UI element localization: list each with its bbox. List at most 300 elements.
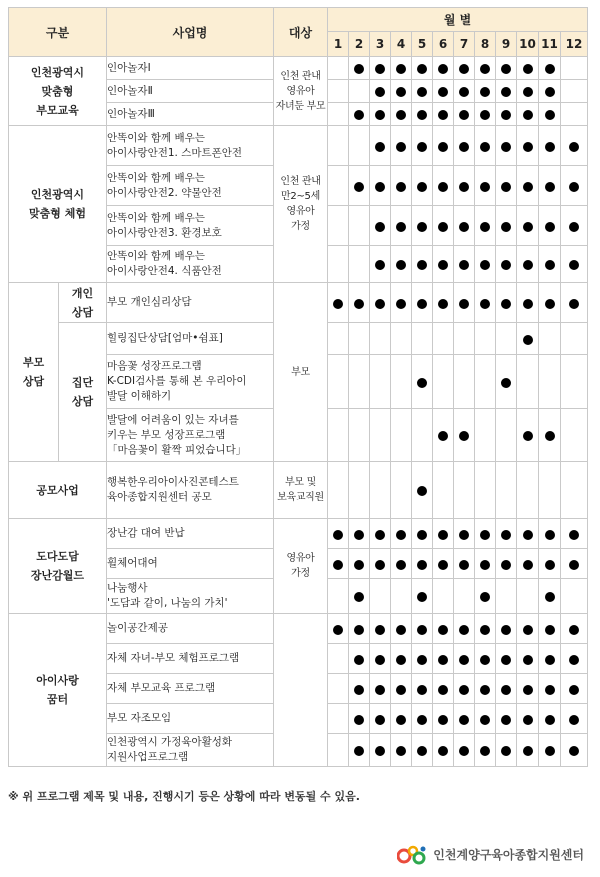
schedule-dot xyxy=(480,685,490,695)
schedule-dot xyxy=(523,625,533,635)
schedule-dot xyxy=(569,260,579,270)
month-cell-10 xyxy=(517,206,539,246)
schedule-dot xyxy=(375,299,385,309)
month-cell-9 xyxy=(496,166,517,206)
month-cell-11 xyxy=(539,206,561,246)
month-cell-7 xyxy=(454,579,475,614)
schedule-dot xyxy=(396,685,406,695)
month-cell-3 xyxy=(370,283,391,323)
month-cell-4 xyxy=(391,674,412,704)
schedule-dot xyxy=(459,560,469,570)
month-cell-11 xyxy=(539,614,561,644)
schedule-dot xyxy=(417,87,427,97)
schedule-dot xyxy=(545,655,555,665)
table-row xyxy=(9,283,588,323)
month-cell-3 xyxy=(370,355,391,409)
month-cell-7 xyxy=(454,355,475,409)
schedule-dot xyxy=(480,110,490,120)
month-cell-8 xyxy=(475,409,496,462)
month-cell-5 xyxy=(412,614,433,644)
schedule-dot xyxy=(438,260,448,270)
month-cell-9 xyxy=(496,323,517,355)
month-cell-5 xyxy=(412,103,433,126)
program-cell: 부모 개인심리상담 xyxy=(107,283,274,323)
month-cell-3 xyxy=(370,103,391,126)
schedule-dot xyxy=(438,715,448,725)
schedule-dot xyxy=(396,530,406,540)
month-cell-2 xyxy=(349,644,370,674)
schedule-dot xyxy=(459,87,469,97)
schedule-dot xyxy=(375,715,385,725)
schedule-dot xyxy=(375,625,385,635)
month-cell-12 xyxy=(561,462,588,519)
schedule-dot xyxy=(501,378,511,388)
category-cell: 인천광역시 맞춤형 체험 xyxy=(9,126,107,283)
month-cell-5 xyxy=(412,323,433,355)
month-cell-2 xyxy=(349,409,370,462)
schedule-dot xyxy=(459,182,469,192)
schedule-dot xyxy=(480,625,490,635)
month-cell-6 xyxy=(433,283,454,323)
schedule-dot xyxy=(459,530,469,540)
schedule-dot xyxy=(417,222,427,232)
month-cell-10 xyxy=(517,579,539,614)
month-cell-10 xyxy=(517,103,539,126)
month-cell-11 xyxy=(539,246,561,283)
month-cell-7 xyxy=(454,166,475,206)
schedule-dot xyxy=(375,87,385,97)
schedule-dot xyxy=(354,560,364,570)
month-cell-1 xyxy=(328,323,349,355)
month-cell-4 xyxy=(391,246,412,283)
schedule-dot xyxy=(501,110,511,120)
month-cell-9 xyxy=(496,103,517,126)
month-cell-12 xyxy=(561,57,588,80)
month-cell-8 xyxy=(475,80,496,103)
month-cell-1 xyxy=(328,355,349,409)
schedule-dot xyxy=(545,64,555,74)
schedule-dot xyxy=(523,655,533,665)
center-logo-icon xyxy=(397,843,427,865)
schedule-dot xyxy=(396,560,406,570)
month-cell-2 xyxy=(349,355,370,409)
schedule-dot xyxy=(480,299,490,309)
month-cell-8 xyxy=(475,519,496,549)
month-cell-12 xyxy=(561,549,588,579)
month-cell-1 xyxy=(328,704,349,734)
month-cell-7 xyxy=(454,80,475,103)
schedule-dot xyxy=(417,260,427,270)
month-cell-1 xyxy=(328,126,349,166)
month-cell-7 xyxy=(454,126,475,166)
schedule-dot xyxy=(375,530,385,540)
month-cell-10 xyxy=(517,704,539,734)
schedule-dot xyxy=(545,431,555,441)
schedule-dot xyxy=(417,530,427,540)
month-cell-4 xyxy=(391,614,412,644)
month-cell-4 xyxy=(391,323,412,355)
target-cell: 인천 관내 영유아 자녀둔 부모 xyxy=(274,57,328,126)
schedule-dot xyxy=(523,142,533,152)
schedule-dot xyxy=(396,746,406,756)
schedule-dot xyxy=(480,142,490,152)
schedule-dot xyxy=(354,715,364,725)
table-row xyxy=(9,57,588,80)
schedule-dot xyxy=(375,560,385,570)
month-cell-8 xyxy=(475,206,496,246)
month-cell-11 xyxy=(539,734,561,767)
month-cell-1 xyxy=(328,614,349,644)
schedule-dot xyxy=(438,110,448,120)
schedule-dot xyxy=(459,222,469,232)
month-cell-2 xyxy=(349,674,370,704)
month-cell-11 xyxy=(539,704,561,734)
month-cell-4 xyxy=(391,579,412,614)
month-cell-8 xyxy=(475,323,496,355)
schedule-dot xyxy=(545,625,555,635)
schedule-dot xyxy=(459,431,469,441)
month-cell-1 xyxy=(328,462,349,519)
month-header-3: 3 xyxy=(370,32,391,57)
schedule-dot xyxy=(459,260,469,270)
month-cell-1 xyxy=(328,579,349,614)
schedule-dot xyxy=(438,746,448,756)
schedule-dot xyxy=(501,142,511,152)
month-cell-2 xyxy=(349,80,370,103)
schedule-dot xyxy=(417,685,427,695)
month-cell-2 xyxy=(349,126,370,166)
month-cell-6 xyxy=(433,103,454,126)
month-cell-4 xyxy=(391,166,412,206)
month-cell-7 xyxy=(454,549,475,579)
month-cell-4 xyxy=(391,549,412,579)
schedule-dot xyxy=(375,655,385,665)
month-cell-7 xyxy=(454,283,475,323)
schedule-dot xyxy=(569,746,579,756)
month-cell-2 xyxy=(349,57,370,80)
month-header-9: 9 xyxy=(496,32,517,57)
schedule-dot xyxy=(396,715,406,725)
month-cell-4 xyxy=(391,462,412,519)
month-cell-3 xyxy=(370,519,391,549)
schedule-dot xyxy=(480,530,490,540)
month-cell-9 xyxy=(496,519,517,549)
program-cell: 안똑이와 함께 배우는 아이사랑안전1. 스마트폰안전 xyxy=(107,126,274,166)
month-cell-11 xyxy=(539,103,561,126)
month-cell-9 xyxy=(496,283,517,323)
month-cell-8 xyxy=(475,462,496,519)
month-cell-8 xyxy=(475,614,496,644)
schedule-dot xyxy=(501,182,511,192)
month-cell-12 xyxy=(561,166,588,206)
month-cell-11 xyxy=(539,549,561,579)
table-row xyxy=(9,614,588,644)
month-cell-11 xyxy=(539,57,561,80)
schedule-dot xyxy=(545,182,555,192)
schedule-dot xyxy=(501,625,511,635)
month-cell-5 xyxy=(412,579,433,614)
month-cell-9 xyxy=(496,614,517,644)
month-cell-6 xyxy=(433,704,454,734)
schedule-dot xyxy=(396,299,406,309)
schedule-dot xyxy=(523,110,533,120)
schedule-dot xyxy=(523,260,533,270)
month-cell-9 xyxy=(496,704,517,734)
program-cell: 놀이공간제공 xyxy=(107,614,274,644)
month-cell-9 xyxy=(496,674,517,704)
month-cell-10 xyxy=(517,519,539,549)
schedule-dot xyxy=(569,182,579,192)
month-cell-11 xyxy=(539,323,561,355)
month-header-1: 1 xyxy=(328,32,349,57)
schedule-dot xyxy=(501,685,511,695)
month-cell-12 xyxy=(561,103,588,126)
schedule-dot xyxy=(417,560,427,570)
table-row xyxy=(9,462,588,519)
schedule-dot xyxy=(417,715,427,725)
month-cell-12 xyxy=(561,519,588,549)
month-cell-5 xyxy=(412,283,433,323)
month-cell-1 xyxy=(328,549,349,579)
month-cell-9 xyxy=(496,355,517,409)
schedule-dot xyxy=(354,746,364,756)
month-cell-6 xyxy=(433,579,454,614)
month-cell-11 xyxy=(539,166,561,206)
program-cell: 안똑이와 함께 배우는 아이사랑안전3. 환경보호 xyxy=(107,206,274,246)
month-cell-7 xyxy=(454,734,475,767)
month-cell-6 xyxy=(433,644,454,674)
schedule-dot xyxy=(523,715,533,725)
schedule-dot xyxy=(417,142,427,152)
month-cell-7 xyxy=(454,674,475,704)
schedule-dot xyxy=(569,715,579,725)
month-cell-9 xyxy=(496,126,517,166)
month-cell-10 xyxy=(517,614,539,644)
schedule-dot xyxy=(501,87,511,97)
schedule-dot xyxy=(333,530,343,540)
schedule-dot xyxy=(480,592,490,602)
month-cell-3 xyxy=(370,704,391,734)
schedule-dot xyxy=(501,560,511,570)
schedule-dot xyxy=(480,715,490,725)
month-cell-1 xyxy=(328,206,349,246)
schedule-dot xyxy=(375,182,385,192)
month-cell-8 xyxy=(475,704,496,734)
month-cell-2 xyxy=(349,323,370,355)
month-cell-9 xyxy=(496,57,517,80)
month-cell-10 xyxy=(517,323,539,355)
month-cell-3 xyxy=(370,57,391,80)
month-cell-10 xyxy=(517,246,539,283)
month-cell-4 xyxy=(391,80,412,103)
month-cell-6 xyxy=(433,734,454,767)
month-cell-9 xyxy=(496,246,517,283)
schedule-dot xyxy=(438,685,448,695)
program-cell: 자체 자녀-부모 체험프로그램 xyxy=(107,644,274,674)
schedule-dot xyxy=(354,685,364,695)
month-cell-4 xyxy=(391,126,412,166)
month-cell-1 xyxy=(328,734,349,767)
schedule-dot xyxy=(569,685,579,695)
month-cell-6 xyxy=(433,57,454,80)
month-cell-7 xyxy=(454,519,475,549)
month-cell-1 xyxy=(328,409,349,462)
schedule-dot xyxy=(438,299,448,309)
target-cell: 부모 xyxy=(274,283,328,462)
schedule-dot xyxy=(480,222,490,232)
schedule-dot xyxy=(569,222,579,232)
month-cell-8 xyxy=(475,355,496,409)
month-cell-7 xyxy=(454,206,475,246)
month-cell-4 xyxy=(391,103,412,126)
schedule-dot xyxy=(501,746,511,756)
program-cell: 안똑이와 함께 배우는 아이사랑안전2. 약물안전 xyxy=(107,166,274,206)
table-row xyxy=(9,126,588,166)
month-cell-3 xyxy=(370,166,391,206)
month-cell-4 xyxy=(391,57,412,80)
month-cell-6 xyxy=(433,246,454,283)
month-cell-5 xyxy=(412,246,433,283)
schedule-dot xyxy=(375,746,385,756)
month-cell-2 xyxy=(349,614,370,644)
month-cell-11 xyxy=(539,126,561,166)
month-cell-12 xyxy=(561,206,588,246)
subcategory-cell: 집단 상담 xyxy=(59,323,107,462)
month-cell-10 xyxy=(517,462,539,519)
month-cell-10 xyxy=(517,674,539,704)
schedule-dot xyxy=(501,530,511,540)
schedule-dot xyxy=(523,746,533,756)
schedule-dot xyxy=(459,142,469,152)
schedule-dot xyxy=(354,530,364,540)
program-cell: 마음꽃 성장프로그램 K-CDI검사를 통해 본 우리아이 발달 이해하기 xyxy=(107,355,274,409)
schedule-dot xyxy=(523,182,533,192)
month-cell-9 xyxy=(496,734,517,767)
month-header-12: 12 xyxy=(561,32,588,57)
month-cell-3 xyxy=(370,549,391,579)
month-cell-5 xyxy=(412,57,433,80)
schedule-dot xyxy=(480,64,490,74)
month-cell-10 xyxy=(517,409,539,462)
month-cell-5 xyxy=(412,206,433,246)
schedule-dot xyxy=(459,64,469,74)
month-cell-10 xyxy=(517,126,539,166)
schedule-dot xyxy=(569,625,579,635)
schedule-dot xyxy=(523,431,533,441)
program-cell: 인천광역시 가정육아활성화 지원사업프로그램 xyxy=(107,734,274,767)
month-cell-10 xyxy=(517,355,539,409)
month-cell-1 xyxy=(328,57,349,80)
month-cell-8 xyxy=(475,57,496,80)
schedule-dot xyxy=(569,560,579,570)
month-cell-7 xyxy=(454,704,475,734)
schedule-dot xyxy=(396,625,406,635)
program-cell: 자체 부모교육 프로그램 xyxy=(107,674,274,704)
month-cell-3 xyxy=(370,80,391,103)
month-cell-6 xyxy=(433,323,454,355)
program-cell: 부모 자조모임 xyxy=(107,704,274,734)
month-cell-10 xyxy=(517,57,539,80)
program-cell: 나눔행사 '도담과 같이, 나눔의 가치' xyxy=(107,579,274,614)
month-cell-5 xyxy=(412,549,433,579)
program-cell: 휠체어대여 xyxy=(107,549,274,579)
month-cell-1 xyxy=(328,644,349,674)
schedule-dot xyxy=(417,110,427,120)
schedule-dot xyxy=(459,299,469,309)
schedule-dot xyxy=(501,64,511,74)
schedule-dot xyxy=(438,222,448,232)
schedule-dot xyxy=(333,299,343,309)
month-cell-5 xyxy=(412,80,433,103)
month-cell-1 xyxy=(328,166,349,206)
month-header-6: 6 xyxy=(433,32,454,57)
target-cell xyxy=(274,614,328,767)
month-cell-3 xyxy=(370,644,391,674)
month-cell-2 xyxy=(349,519,370,549)
month-cell-3 xyxy=(370,323,391,355)
month-cell-4 xyxy=(391,283,412,323)
month-cell-1 xyxy=(328,519,349,549)
month-cell-3 xyxy=(370,614,391,644)
schedule-dot xyxy=(480,87,490,97)
month-cell-10 xyxy=(517,734,539,767)
month-cell-8 xyxy=(475,549,496,579)
schedule-dot xyxy=(545,222,555,232)
schedule-dot xyxy=(459,685,469,695)
schedule-dot xyxy=(417,625,427,635)
schedule-dot xyxy=(480,655,490,665)
schedule-dot xyxy=(396,142,406,152)
month-cell-11 xyxy=(539,462,561,519)
schedule-dot xyxy=(523,685,533,695)
month-cell-7 xyxy=(454,409,475,462)
subcategory-cell: 개인 상담 xyxy=(59,283,107,323)
schedule-dot xyxy=(523,87,533,97)
month-cell-2 xyxy=(349,704,370,734)
month-cell-11 xyxy=(539,579,561,614)
schedule-dot xyxy=(438,142,448,152)
program-cell: 힐링집단상담[엄마•쉼표] xyxy=(107,323,274,355)
month-cell-11 xyxy=(539,644,561,674)
schedule-dot xyxy=(417,64,427,74)
header-target: 대상 xyxy=(274,8,328,57)
schedule-dot xyxy=(354,182,364,192)
schedule-dot xyxy=(396,222,406,232)
program-cell: 안똑이와 함께 배우는 아이사랑안전4. 식품안전 xyxy=(107,246,274,283)
month-header-8: 8 xyxy=(475,32,496,57)
schedule-dot xyxy=(545,746,555,756)
schedule-dot xyxy=(354,655,364,665)
month-cell-12 xyxy=(561,283,588,323)
schedule-dot xyxy=(569,142,579,152)
schedule-dot xyxy=(438,530,448,540)
schedule-dot xyxy=(417,182,427,192)
program-cell: 인아놀자Ⅲ xyxy=(107,103,274,126)
month-cell-9 xyxy=(496,206,517,246)
month-cell-8 xyxy=(475,283,496,323)
schedule-dot xyxy=(417,378,427,388)
month-cell-2 xyxy=(349,103,370,126)
program-cell: 발달에 어려움이 있는 자녀를 키우는 부모 성장프로그램 「마음꽃이 활짝 피었습니다」 xyxy=(107,409,274,462)
schedule-dot xyxy=(459,746,469,756)
target-cell: 영유아 가정 xyxy=(274,519,328,614)
month-cell-12 xyxy=(561,734,588,767)
schedule-dot xyxy=(545,592,555,602)
schedule-dot xyxy=(417,655,427,665)
month-cell-11 xyxy=(539,409,561,462)
month-cell-12 xyxy=(561,409,588,462)
schedule-dot xyxy=(459,110,469,120)
